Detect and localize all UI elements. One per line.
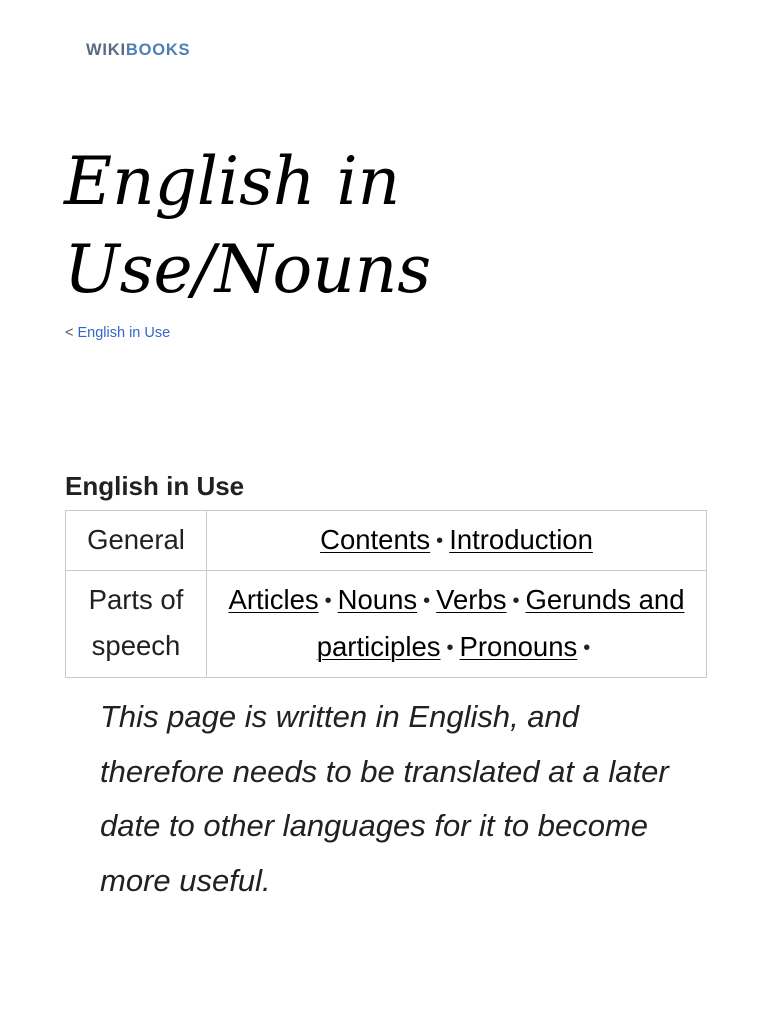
navbox-row-general	[66, 511, 707, 571]
navbox-group-parts-of-speech: Parts of speech	[66, 571, 207, 678]
navbox	[65, 510, 707, 662]
navbox-table	[65, 510, 707, 678]
breadcrumb	[65, 324, 170, 342]
navbox-group-general: General	[66, 511, 207, 571]
navbox-title: English in Use	[65, 471, 245, 501]
link-separator: •	[423, 590, 431, 612]
breadcrumb-link-english-in-use[interactable]: English in Use	[77, 325, 171, 341]
link-separator: •	[324, 590, 332, 612]
link-separator: •	[436, 530, 444, 552]
link-pronouns[interactable]: Pronouns	[459, 631, 578, 662]
logo-books-text: BOOKS	[125, 41, 191, 59]
breadcrumb-prefix: <	[65, 325, 74, 341]
link-separator: •	[446, 637, 454, 659]
wikibooks-logo[interactable]	[86, 41, 190, 59]
navbox-list-general	[207, 511, 707, 571]
link-contents[interactable]: Contents	[320, 524, 431, 555]
link-articles[interactable]: Articles	[228, 584, 319, 615]
translation-notice: This page is written in English, and therefore needs to be translated at a later date to other languages for it to become more useful.	[100, 699, 669, 898]
link-nouns[interactable]: Nouns	[337, 584, 418, 615]
page-title: English in Use/Nouns	[64, 143, 432, 308]
link-gerunds-and-participles[interactable]: Gerunds and participles	[316, 584, 685, 662]
logo-wiki-text: WIKI	[86, 41, 126, 59]
navbox-list-parts-of-speech	[207, 571, 707, 678]
link-verbs[interactable]: Verbs	[436, 584, 507, 615]
link-separator: •	[512, 590, 520, 612]
navbox-row-parts-of-speech	[66, 571, 707, 678]
link-introduction[interactable]: Introduction	[449, 524, 593, 555]
link-separator: •	[583, 637, 591, 659]
